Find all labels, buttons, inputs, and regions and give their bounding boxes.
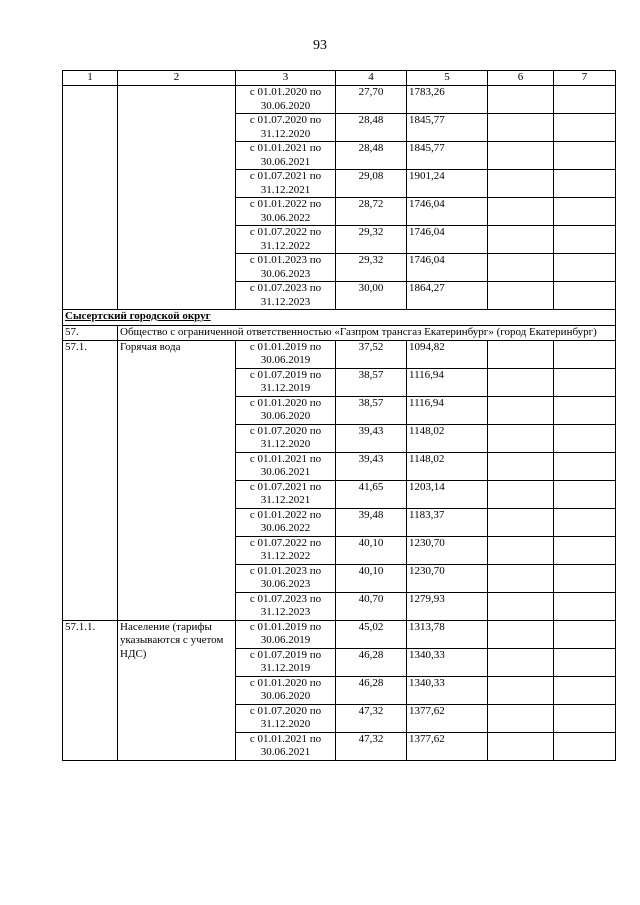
empty-col7-cell: [554, 424, 616, 452]
period-cell: с 01.07.2023 по 31.12.2023: [236, 282, 336, 310]
col-header-7: 7: [554, 71, 616, 86]
empty-col7-cell: [554, 480, 616, 508]
tariff-col4-cell: 40,10: [336, 536, 407, 564]
tariff-col5-cell: 1746,04: [407, 226, 488, 254]
period-cell: с 01.01.2021 по 30.06.2021: [236, 732, 336, 760]
table-row: [63, 340, 616, 368]
tariff-col4-cell: 40,10: [336, 564, 407, 592]
item-number-cell: [63, 86, 118, 310]
period-cell: с 01.07.2020 по 31.12.2020: [236, 704, 336, 732]
org-number-cell: 57.: [63, 326, 118, 341]
item-name-cell: [118, 86, 236, 310]
tariff-table: [62, 70, 616, 761]
empty-col7-cell: [554, 282, 616, 310]
tariff-col5-cell: 1845,77: [407, 114, 488, 142]
period-cell: с 01.01.2022 по 30.06.2022: [236, 508, 336, 536]
tariff-col5-cell: 1183,37: [407, 508, 488, 536]
tariff-col4-cell: 29,08: [336, 170, 407, 198]
empty-col7-cell: [554, 564, 616, 592]
period-cell: с 01.01.2021 по 30.06.2021: [236, 142, 336, 170]
period-cell: с 01.01.2023 по 30.06.2023: [236, 254, 336, 282]
empty-col7-cell: [554, 170, 616, 198]
tariff-col4-cell: 38,57: [336, 396, 407, 424]
empty-col6-cell: [488, 142, 554, 170]
empty-col6-cell: [488, 424, 554, 452]
tariff-col5-cell: 1340,33: [407, 648, 488, 676]
empty-col7-cell: [554, 396, 616, 424]
tariff-col4-cell: 39,48: [336, 508, 407, 536]
empty-col6-cell: [488, 368, 554, 396]
item-number-cell: 57.1.1.: [63, 620, 118, 760]
tariff-col4-cell: 28,72: [336, 198, 407, 226]
item-number-cell: 57.1.: [63, 340, 118, 620]
tariff-col5-cell: 1279,93: [407, 592, 488, 620]
organization-row: [63, 326, 616, 341]
empty-col6-cell: [488, 340, 554, 368]
tariff-col4-cell: 28,48: [336, 114, 407, 142]
tariff-col5-cell: 1094,82: [407, 340, 488, 368]
empty-col6-cell: [488, 198, 554, 226]
section-title: Сысертский городской округ: [63, 310, 616, 326]
empty-col7-cell: [554, 86, 616, 114]
period-cell: с 01.01.2020 по 30.06.2020: [236, 86, 336, 114]
table-row: [63, 86, 616, 114]
tariff-col4-cell: 38,57: [336, 368, 407, 396]
empty-col6-cell: [488, 480, 554, 508]
empty-col6-cell: [488, 396, 554, 424]
tariff-col4-cell: 46,28: [336, 676, 407, 704]
tariff-col5-cell: 1148,02: [407, 424, 488, 452]
period-cell: с 01.07.2019 по 31.12.2019: [236, 648, 336, 676]
empty-col7-cell: [554, 340, 616, 368]
empty-col7-cell: [554, 676, 616, 704]
period-cell: с 01.07.2020 по 31.12.2020: [236, 114, 336, 142]
col-header-1: 1: [63, 71, 118, 86]
empty-col6-cell: [488, 592, 554, 620]
tariff-col4-cell: 37,52: [336, 340, 407, 368]
period-cell: с 01.01.2021 по 30.06.2021: [236, 452, 336, 480]
empty-col7-cell: [554, 198, 616, 226]
empty-col7-cell: [554, 254, 616, 282]
tariff-col4-cell: 47,32: [336, 704, 407, 732]
empty-col6-cell: [488, 704, 554, 732]
empty-col7-cell: [554, 648, 616, 676]
empty-col6-cell: [488, 282, 554, 310]
empty-col7-cell: [554, 732, 616, 760]
page-number: 93: [313, 38, 327, 53]
tariff-table-body: [63, 71, 616, 761]
item-name-cell: Горячая вода: [118, 340, 236, 620]
tariff-col5-cell: 1901,24: [407, 170, 488, 198]
empty-col7-cell: [554, 114, 616, 142]
tariff-col4-cell: 29,32: [336, 254, 407, 282]
period-cell: с 01.07.2023 по 31.12.2023: [236, 592, 336, 620]
tariff-col4-cell: 29,32: [336, 226, 407, 254]
empty-col6-cell: [488, 170, 554, 198]
tariff-col4-cell: 27,70: [336, 86, 407, 114]
tariff-col4-cell: 41,65: [336, 480, 407, 508]
period-cell: с 01.07.2021 по 31.12.2021: [236, 170, 336, 198]
empty-col7-cell: [554, 620, 616, 648]
empty-col7-cell: [554, 704, 616, 732]
empty-col7-cell: [554, 368, 616, 396]
period-cell: с 01.07.2021 по 31.12.2021: [236, 480, 336, 508]
tariff-col5-cell: 1116,94: [407, 396, 488, 424]
period-cell: с 01.01.2022 по 30.06.2022: [236, 198, 336, 226]
tariff-col5-cell: 1148,02: [407, 452, 488, 480]
empty-col7-cell: [554, 536, 616, 564]
tariff-col5-cell: 1340,33: [407, 676, 488, 704]
tariff-col4-cell: 40,70: [336, 592, 407, 620]
column-number-row: [63, 71, 616, 86]
tariff-col5-cell: 1845,77: [407, 142, 488, 170]
empty-col6-cell: [488, 114, 554, 142]
empty-col7-cell: [554, 508, 616, 536]
item-name-cell: Население (тарифы указываются с учетом НДС): [118, 620, 236, 760]
period-cell: с 01.01.2020 по 30.06.2020: [236, 396, 336, 424]
tariff-col5-cell: 1377,62: [407, 704, 488, 732]
period-cell: с 01.07.2019 по 31.12.2019: [236, 368, 336, 396]
period-cell: с 01.07.2022 по 31.12.2022: [236, 226, 336, 254]
empty-col6-cell: [488, 536, 554, 564]
tariff-col5-cell: 1746,04: [407, 254, 488, 282]
empty-col6-cell: [488, 732, 554, 760]
col-header-3: 3: [236, 71, 336, 86]
tariff-col4-cell: 45,02: [336, 620, 407, 648]
tariff-col5-cell: 1864,27: [407, 282, 488, 310]
tariff-col5-cell: 1230,70: [407, 536, 488, 564]
period-cell: с 01.01.2020 по 30.06.2020: [236, 676, 336, 704]
empty-col7-cell: [554, 142, 616, 170]
tariff-col5-cell: 1313,78: [407, 620, 488, 648]
period-cell: с 01.07.2020 по 31.12.2020: [236, 424, 336, 452]
tariff-col5-cell: 1203,14: [407, 480, 488, 508]
empty-col7-cell: [554, 226, 616, 254]
period-cell: с 01.01.2019 по 30.06.2019: [236, 340, 336, 368]
empty-col6-cell: [488, 86, 554, 114]
empty-col7-cell: [554, 592, 616, 620]
empty-col6-cell: [488, 254, 554, 282]
table-row: [63, 620, 616, 648]
empty-col7-cell: [554, 452, 616, 480]
section-row: [63, 310, 616, 326]
tariff-col4-cell: 39,43: [336, 424, 407, 452]
empty-col6-cell: [488, 648, 554, 676]
period-cell: с 01.01.2023 по 30.06.2023: [236, 564, 336, 592]
col-header-6: 6: [488, 71, 554, 86]
tariff-col5-cell: 1230,70: [407, 564, 488, 592]
tariff-col4-cell: 46,28: [336, 648, 407, 676]
empty-col6-cell: [488, 676, 554, 704]
tariff-col5-cell: 1783,26: [407, 86, 488, 114]
tariff-col4-cell: 39,43: [336, 452, 407, 480]
col-header-5: 5: [407, 71, 488, 86]
empty-col6-cell: [488, 508, 554, 536]
tariff-col4-cell: 30,00: [336, 282, 407, 310]
empty-col6-cell: [488, 226, 554, 254]
tariff-col4-cell: 47,32: [336, 732, 407, 760]
col-header-4: 4: [336, 71, 407, 86]
org-name-cell: Общество с ограниченной ответственностью «Газпром трансгаз Екатеринбург» (город Екатеринбург): [118, 326, 616, 341]
tariff-col5-cell: 1746,04: [407, 198, 488, 226]
empty-col6-cell: [488, 620, 554, 648]
tariff-col4-cell: 28,48: [336, 142, 407, 170]
period-cell: с 01.07.2022 по 31.12.2022: [236, 536, 336, 564]
empty-col6-cell: [488, 452, 554, 480]
col-header-2: 2: [118, 71, 236, 86]
tariff-col5-cell: 1377,62: [407, 732, 488, 760]
tariff-col5-cell: 1116,94: [407, 368, 488, 396]
empty-col6-cell: [488, 564, 554, 592]
period-cell: с 01.01.2019 по 30.06.2019: [236, 620, 336, 648]
